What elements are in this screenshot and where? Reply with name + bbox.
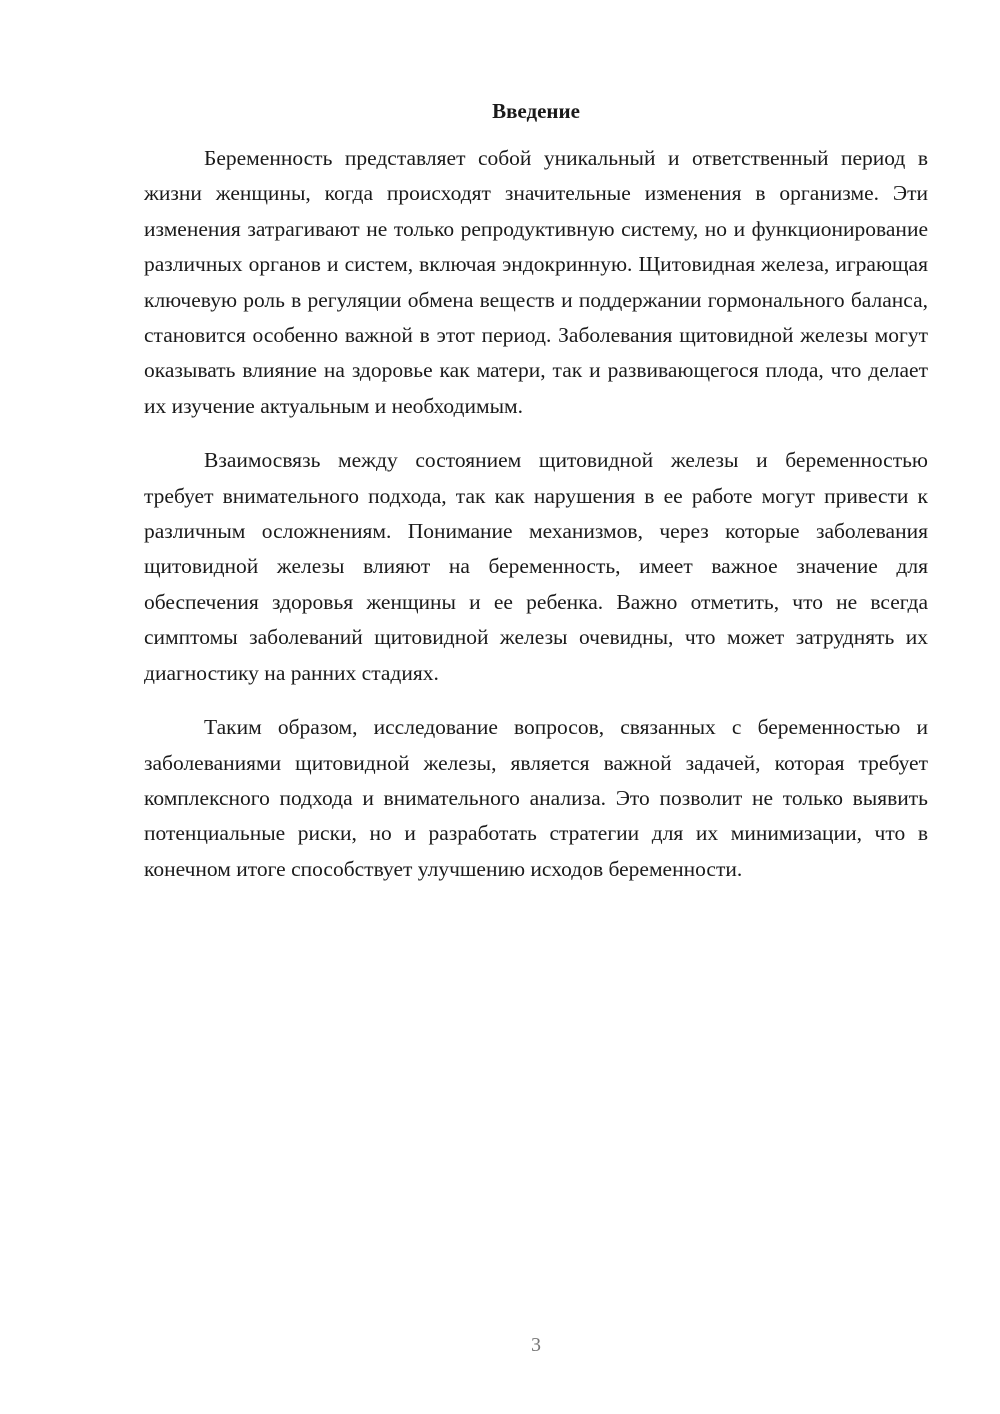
paragraph-3: Таким образом, исследование вопросов, связанных с беременностью и заболеваниями щитовидной железы, является важной задачей, которая требует комплексного подхода и внимательного анализа. Это позволит не только выявить потенциальные риски, но и разработать стратегии для их минимизации, что в конечном итоге способствует улучшению исходов беременности.: [144, 715, 928, 881]
page-number: 3: [531, 1334, 541, 1356]
paragraph-1: Беременность представляет собой уникальный и ответственный период в жизни женщины, когда происходят значительные изменения в организме. Эти изменения затрагивают не только репродуктивную систему, но и функционирование различных органов и систем, включая эндокринную. Щитовидная железа, играющая ключевую роль в регуляции обмена веществ и поддержании гормонального баланса, становится особенно важной в этот период. Заболевания щитовидной железы могут оказывать влияние на здоровье как матери, так и развивающегося плода, что делает их изучение актуальным и необходимым.: [144, 146, 928, 418]
paragraph-2: Взаимосвязь между состоянием щитовидной железы и беременностью требует внимательного подхода, так как нарушения в ее работе могут привести к различным осложнениям. Понимание механизмов, через которые заболевания щитовидной железы влияют на беременность, имеет важное значение для обеспечения здоровья женщины и ее ребенка. Важно отметить, что не всегда симптомы заболеваний щитовидной железы очевидны, что может затруднять их диагностику на ранних стадиях.: [144, 448, 928, 685]
body-text: [144, 141, 928, 906]
section-title: Введение: [492, 99, 580, 123]
